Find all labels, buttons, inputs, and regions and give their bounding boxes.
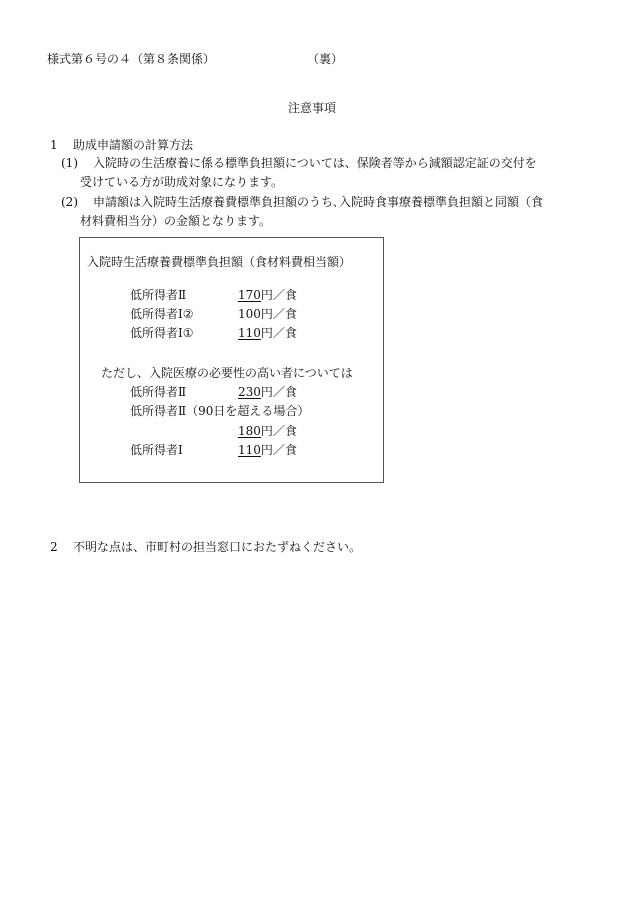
- row-amount: 100円／食: [238, 307, 297, 321]
- item-2-line-1: 申請額は入院時生活療養費標準負担額のうち､入院時食事療養標準負担額と同額（食: [93, 195, 544, 209]
- item-1-line-2: 受けている方が助成対象になります。: [80, 175, 284, 189]
- item-2-number: (2): [61, 195, 78, 209]
- row-label: 低所得者Ⅱ: [130, 288, 187, 302]
- row-amount: 230円／食: [238, 385, 297, 399]
- section-2-text: 不明な点は、市町村の担当窓口におたずねください。: [73, 540, 362, 554]
- side-indicator: （裏）: [307, 52, 344, 66]
- row-amount: 110円／食: [238, 326, 297, 340]
- section-1-heading: 助成申請額の計算方法: [73, 138, 194, 152]
- row-amount: 110円／食: [238, 443, 297, 457]
- row-label: 低所得者Ⅰ②: [130, 307, 194, 321]
- form-number: 様式第６号の４（第８条関係）: [47, 52, 216, 66]
- box-title: 入院時生活療養費標準負担額（食材料費相当額）: [87, 255, 352, 269]
- row-label: 低所得者Ⅰ①: [130, 326, 194, 340]
- box-note: ただし、入院医療の必要性の高い者については: [101, 366, 353, 380]
- row-amount: 180円／食: [238, 424, 297, 438]
- item-1-line-1: 入院時の生活療養に係る標準負担額については、保険者等から減額認定証の交付を: [93, 156, 537, 170]
- row-label: 低所得者Ⅱ: [130, 385, 187, 399]
- row-label: 低所得者Ⅰ: [130, 443, 183, 457]
- row-label: 低所得者Ⅱ（90日を超える場合）: [130, 404, 310, 418]
- row-amount: 170円／食: [238, 288, 297, 302]
- burden-amount-box: [79, 237, 384, 483]
- item-2-line-2: 材料費相当分）の金額となります。: [80, 214, 272, 228]
- section-2-number: 2: [50, 540, 58, 554]
- item-1-number: (1): [61, 156, 78, 170]
- section-1-number: 1: [50, 138, 58, 152]
- page-title: 注意事項: [288, 101, 337, 115]
